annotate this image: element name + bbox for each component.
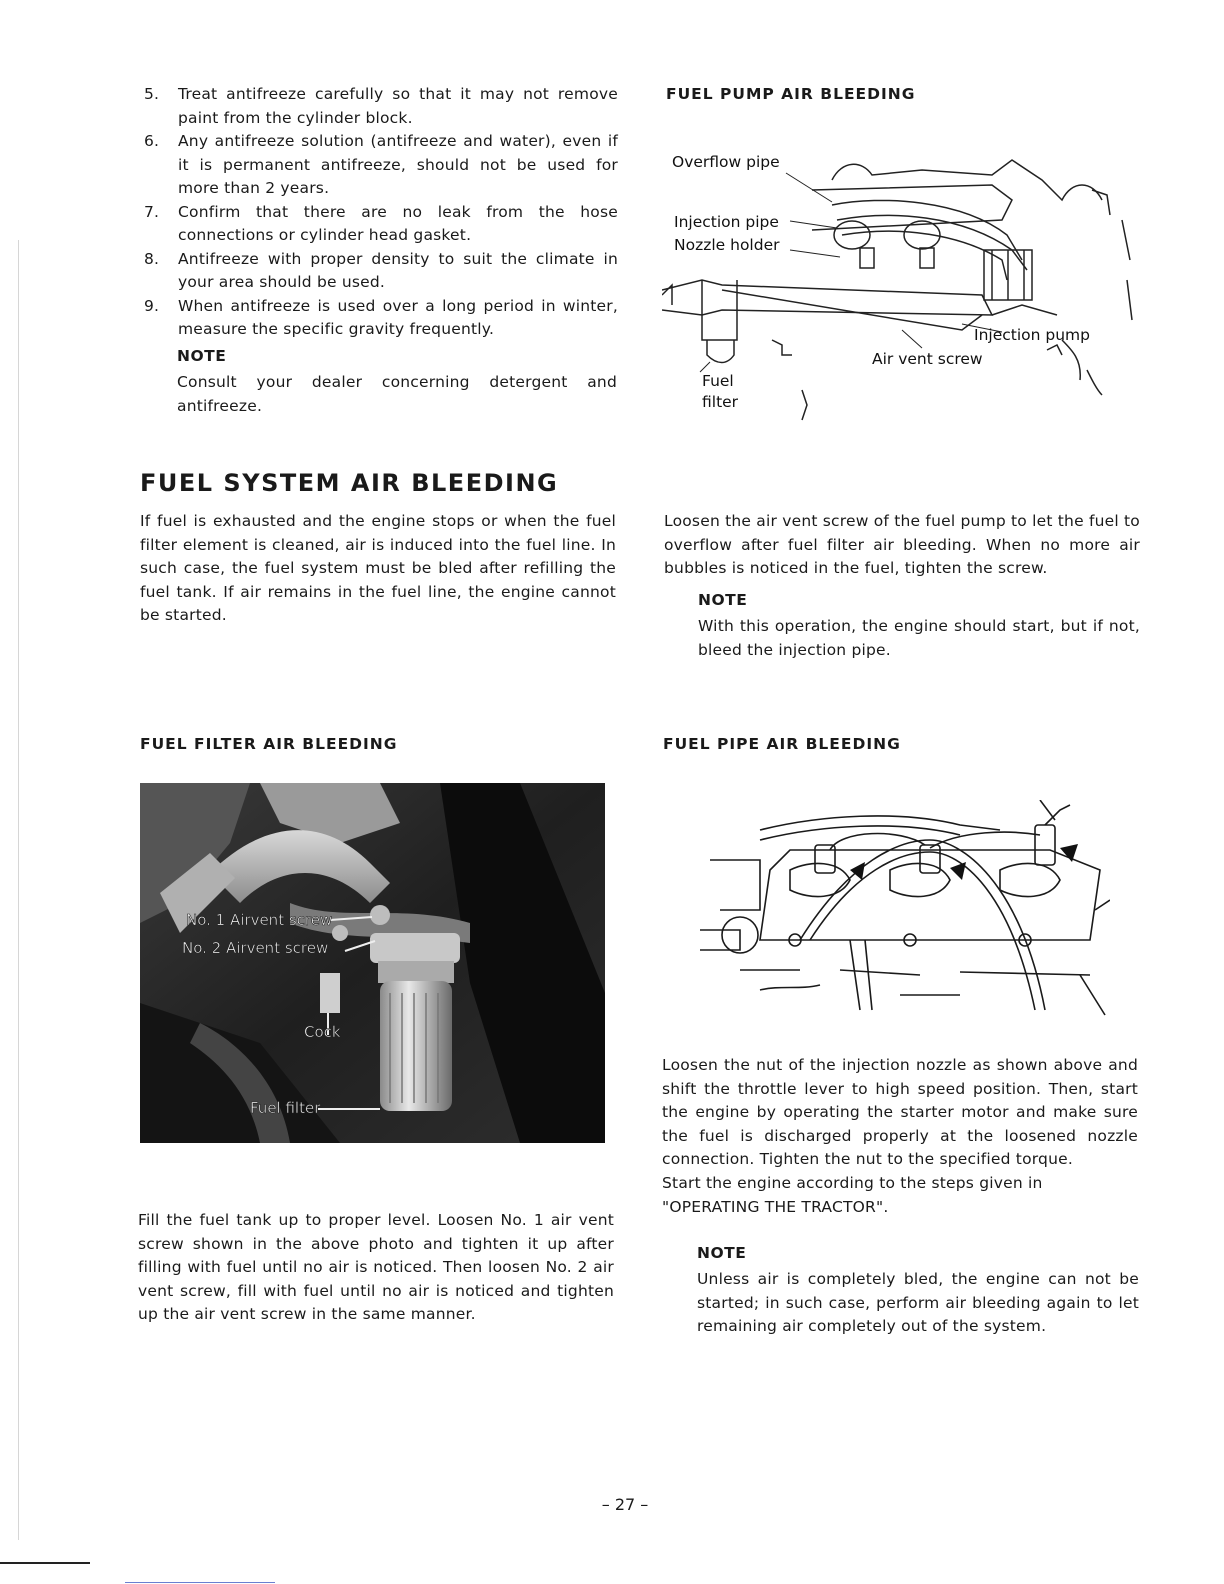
photo-label-cock: Cock bbox=[304, 1023, 341, 1041]
fuel-filter-photo bbox=[140, 783, 605, 1143]
diagram-label-overflow: Overflow pipe bbox=[672, 153, 780, 171]
note-label: NOTE bbox=[697, 1244, 747, 1262]
fuel-pipe-diagram bbox=[700, 800, 1110, 1020]
photo-label-no1: No. 1 Airvent screw bbox=[186, 911, 333, 929]
fuel-pipe-heading: FUEL PIPE AIR BLEEDING bbox=[663, 735, 901, 753]
list-item: 6. Any antifreeze solution (antifreeze and water), even if it is permanent antifreeze, should not be used for more than 2 years. bbox=[144, 132, 618, 197]
diagram-label-fuel: Fuel bbox=[702, 372, 734, 390]
note-text: With this operation, the engine should start, but if not, bleed the injection pipe. bbox=[698, 617, 1140, 659]
photo-label-filter: Fuel filter bbox=[250, 1099, 321, 1117]
note-text: Consult your dealer concerning detergent and antifreeze. bbox=[177, 373, 617, 415]
fuel-pump-diagram bbox=[662, 140, 1162, 430]
page-number: – 27 – bbox=[601, 1495, 649, 1514]
photo-label-no2: No. 2 Airvent screw bbox=[182, 939, 329, 957]
scan-artifact-line bbox=[125, 1582, 275, 1583]
diagram-label-injection-pump: Injection pump bbox=[974, 326, 1090, 344]
scan-artifact-line bbox=[0, 1562, 90, 1564]
note-label: NOTE bbox=[177, 347, 227, 365]
diagram-label-air-vent: Air vent screw bbox=[872, 350, 983, 368]
diagram-label-nozzle: Nozzle holder bbox=[674, 236, 780, 254]
antifreeze-list bbox=[140, 83, 618, 342]
fuel-pump-heading: FUEL PUMP AIR BLEEDING bbox=[666, 85, 916, 103]
fuel-filter-text: Fill the fuel tank up to proper level. Loosen No. 1 air vent screw shown in the above photo and tighten it up after filling with fuel until no air is noticed. Then loosen No. 2 air vent screw, fill with fuel until no air is noticed and tighten up the air vent screw in the same manner. bbox=[138, 1211, 614, 1323]
scan-artifact-line bbox=[18, 240, 19, 1540]
fuel-filter-heading: FUEL FILTER AIR BLEEDING bbox=[140, 735, 398, 753]
note-label: NOTE bbox=[698, 591, 748, 609]
list-item: 5. Treat antifreeze carefully so that it may not remove paint from the cylinder block. bbox=[144, 85, 618, 127]
fuel-pump-text: Loosen the air vent screw of the fuel pump to let the fuel to overflow after fuel filter air bleeding. When no more air bubbles is noticed in the fuel, tighten the screw. bbox=[664, 512, 1140, 577]
diagram-label-injection-pipe: Injection pipe bbox=[674, 213, 779, 231]
fuel-pipe-text: Loosen the nut of the injection nozzle as shown above and shift the throttle lever to high speed position. Then, start the engine by operating the starter motor and make sure the fuel is discharged properly at the loosened nozzle connection. Tighten the nut to the specified torque. bbox=[662, 1056, 1138, 1168]
diagram-label-filter: filter bbox=[702, 393, 739, 411]
note-text: Unless air is completely bled, the engine can not be started; in such case, perform air bleeding again to let remaining air completely out of the system. bbox=[697, 1270, 1139, 1335]
list-item: 8. Antifreeze with proper density to suit the climate in your area should be used. bbox=[144, 249, 618, 291]
fuel-pipe-text-2: Start the engine according to the steps given in "OPERATING THE TRACTOR". bbox=[662, 1174, 1043, 1216]
list-item: 9. When antifreeze is used over a long period in winter, measure the specific gravity frequently. bbox=[144, 296, 618, 338]
list-item: 7. Confirm that there are no leak from the hose connections or cylinder head gasket. bbox=[144, 202, 618, 244]
section-title: FUEL SYSTEM AIR BLEEDING bbox=[140, 469, 559, 497]
fuel-system-text: If fuel is exhausted and the engine stops or when the fuel filter element is cleaned, air is induced into the fuel line. In such case, the fuel system must be bled after refilling the fuel tank. If air remains in the fuel line, the engine cannot be started. bbox=[140, 512, 616, 624]
